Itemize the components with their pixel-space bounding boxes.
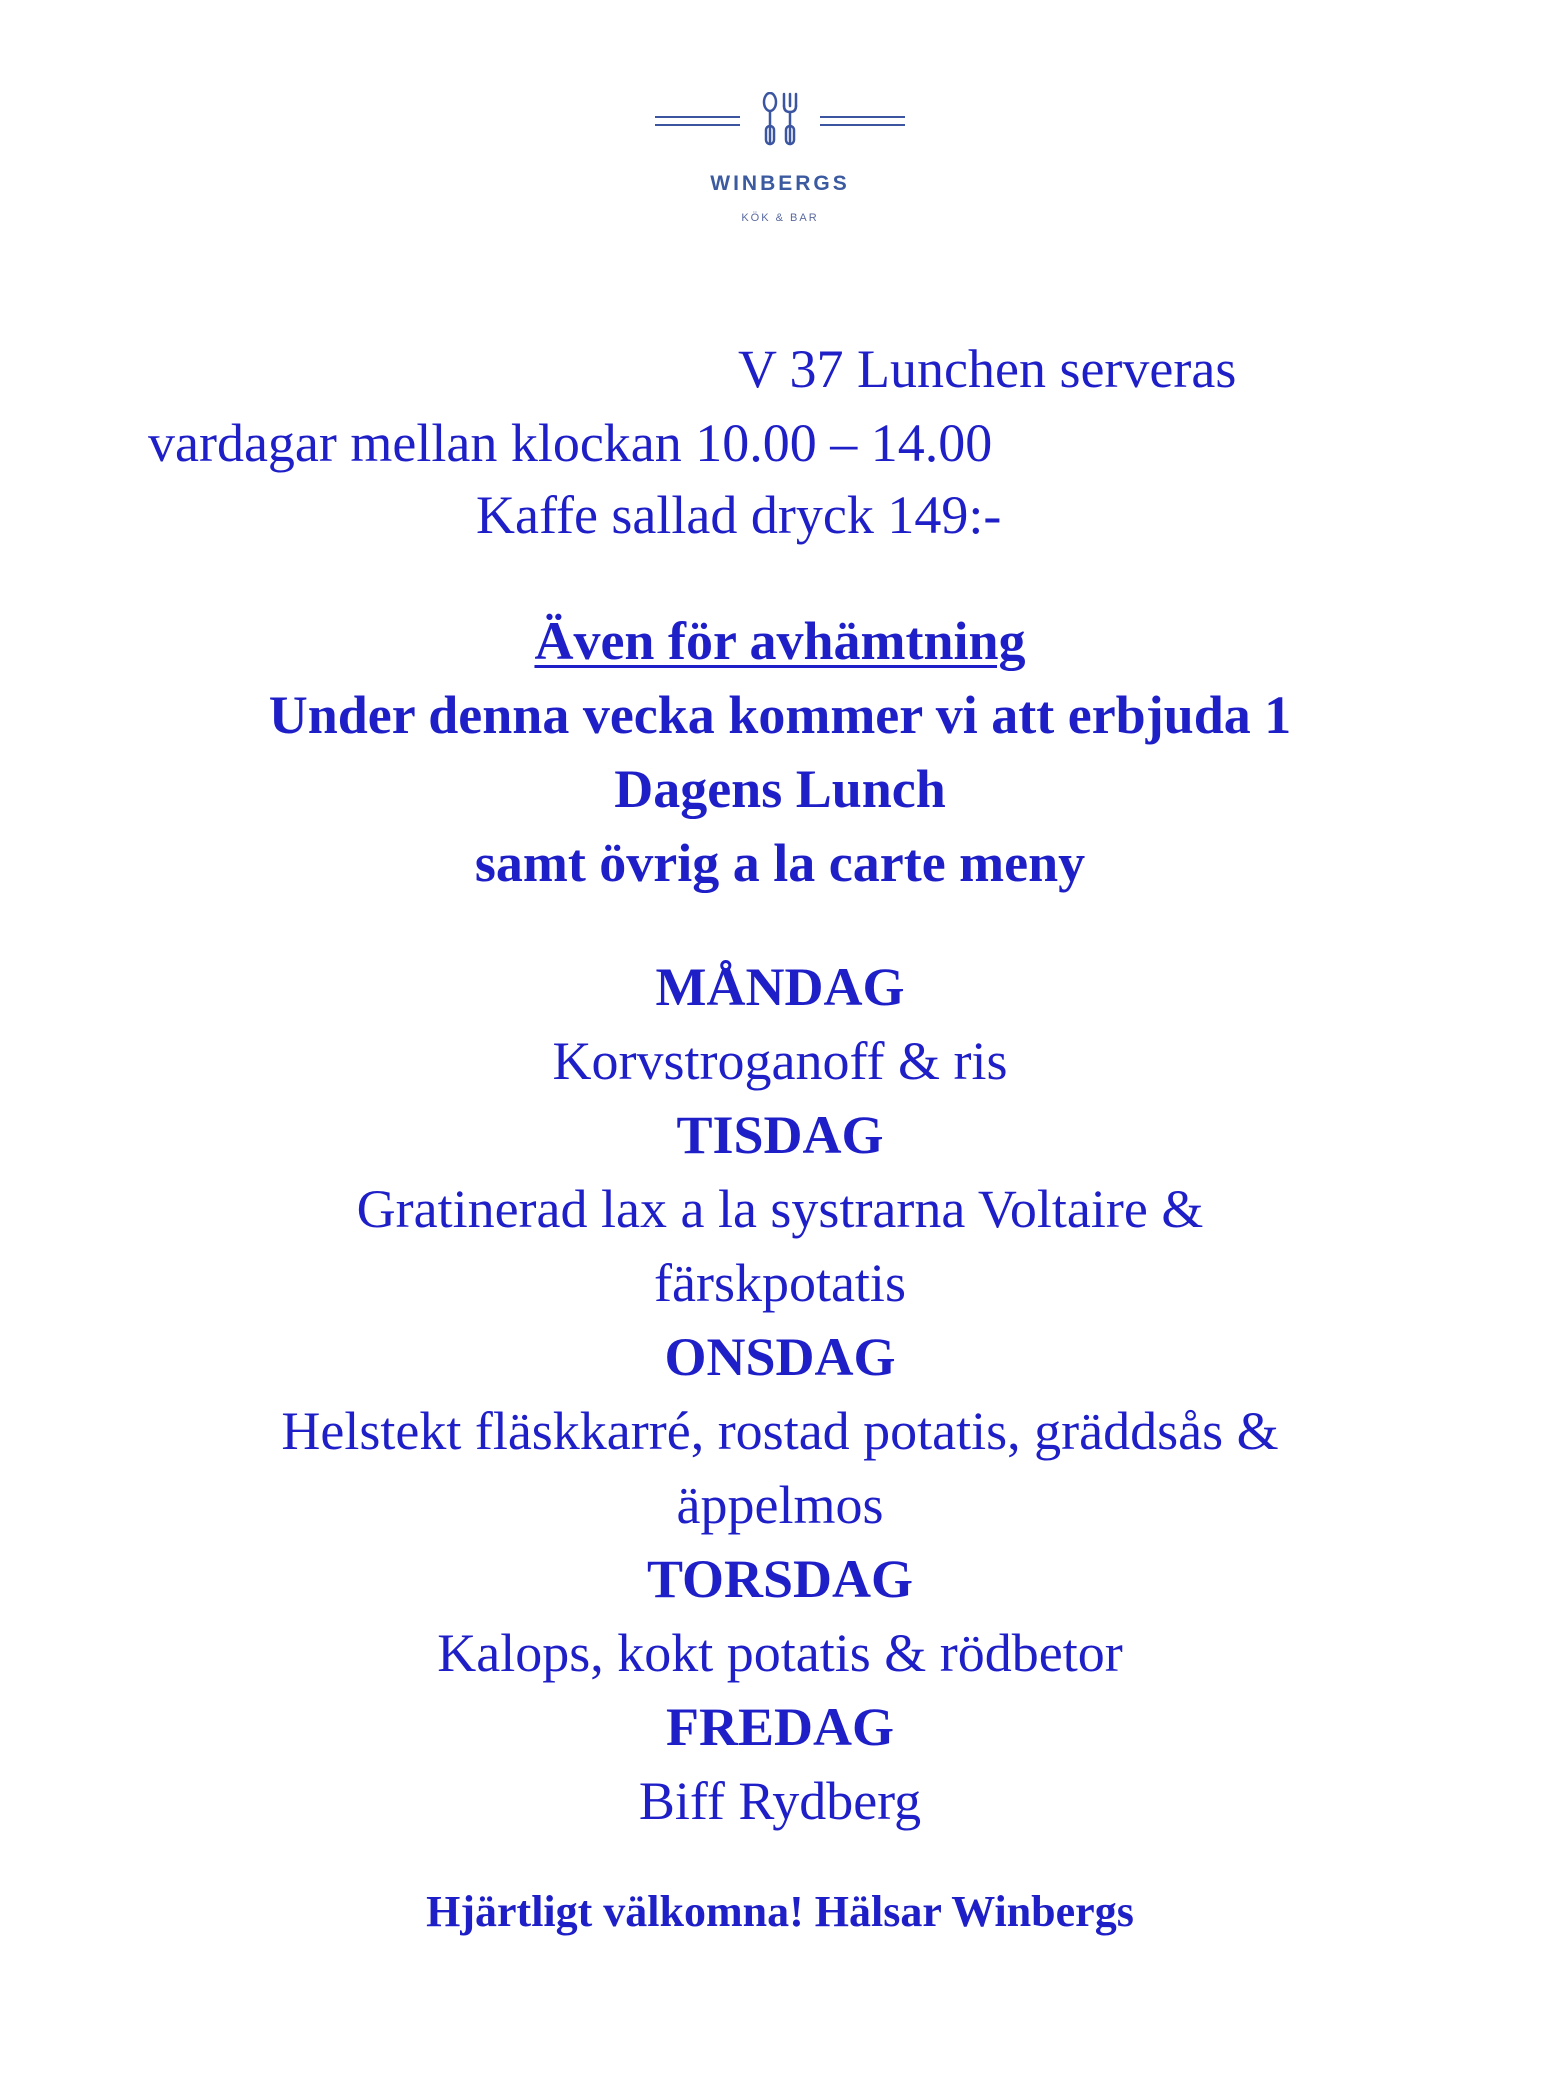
- spoon-fork-icon: [755, 92, 805, 152]
- menu-dish-tuesday-line-2: färskpotatis: [654, 1253, 906, 1313]
- offer-line-2: Dagens Lunch: [614, 759, 946, 819]
- intro-week-line: V 37 Lunchen serveras: [738, 339, 1237, 399]
- logo-mark: [655, 92, 905, 152]
- menu-dish-friday: Biff Rydberg: [638, 1771, 922, 1831]
- logo-subtitle: KÖK & BAR: [741, 212, 819, 224]
- menu-day-tuesday: TISDAG: [676, 1105, 884, 1165]
- menu-dish-wednesday-line-2: äppelmos: [676, 1475, 884, 1535]
- menu-dish-thursday: Kalops, kokt potatis & rödbetor: [437, 1623, 1123, 1683]
- restaurant-logo: [0, 92, 1560, 224]
- takeaway-notice: Även för avhämtning: [534, 611, 1026, 671]
- menu-day-wednesday: ONSDAG: [664, 1327, 896, 1387]
- menu-dish-monday: Korvstroganoff & ris: [552, 1031, 1008, 1091]
- menu-dish-wednesday-line-1: Helstekt fläskkarré, rostad potatis, gräddsås &: [281, 1401, 1279, 1461]
- intro-hours-line: vardagar mellan klockan 10.00 – 14.00: [148, 413, 993, 473]
- intro-price-line: Kaffe sallad dryck 149:-: [476, 485, 1002, 545]
- closing-greeting: Hjärtligt välkomna! Hälsar Winbergs: [426, 1887, 1134, 1936]
- menu-day-thursday: TORSDAG: [646, 1549, 914, 1609]
- menu-dish-tuesday-line-1: Gratinerad lax a la systrarna Voltaire &: [356, 1179, 1204, 1239]
- logo-brand: WINBERGS: [710, 172, 850, 195]
- menu-day-monday: MÅNDAG: [655, 957, 905, 1017]
- menu-day-friday: FREDAG: [666, 1697, 894, 1757]
- offer-line-1: Under denna vecka kommer vi att erbjuda 1: [268, 685, 1292, 745]
- offer-line-3: samt övrig a la carte meny: [474, 833, 1086, 893]
